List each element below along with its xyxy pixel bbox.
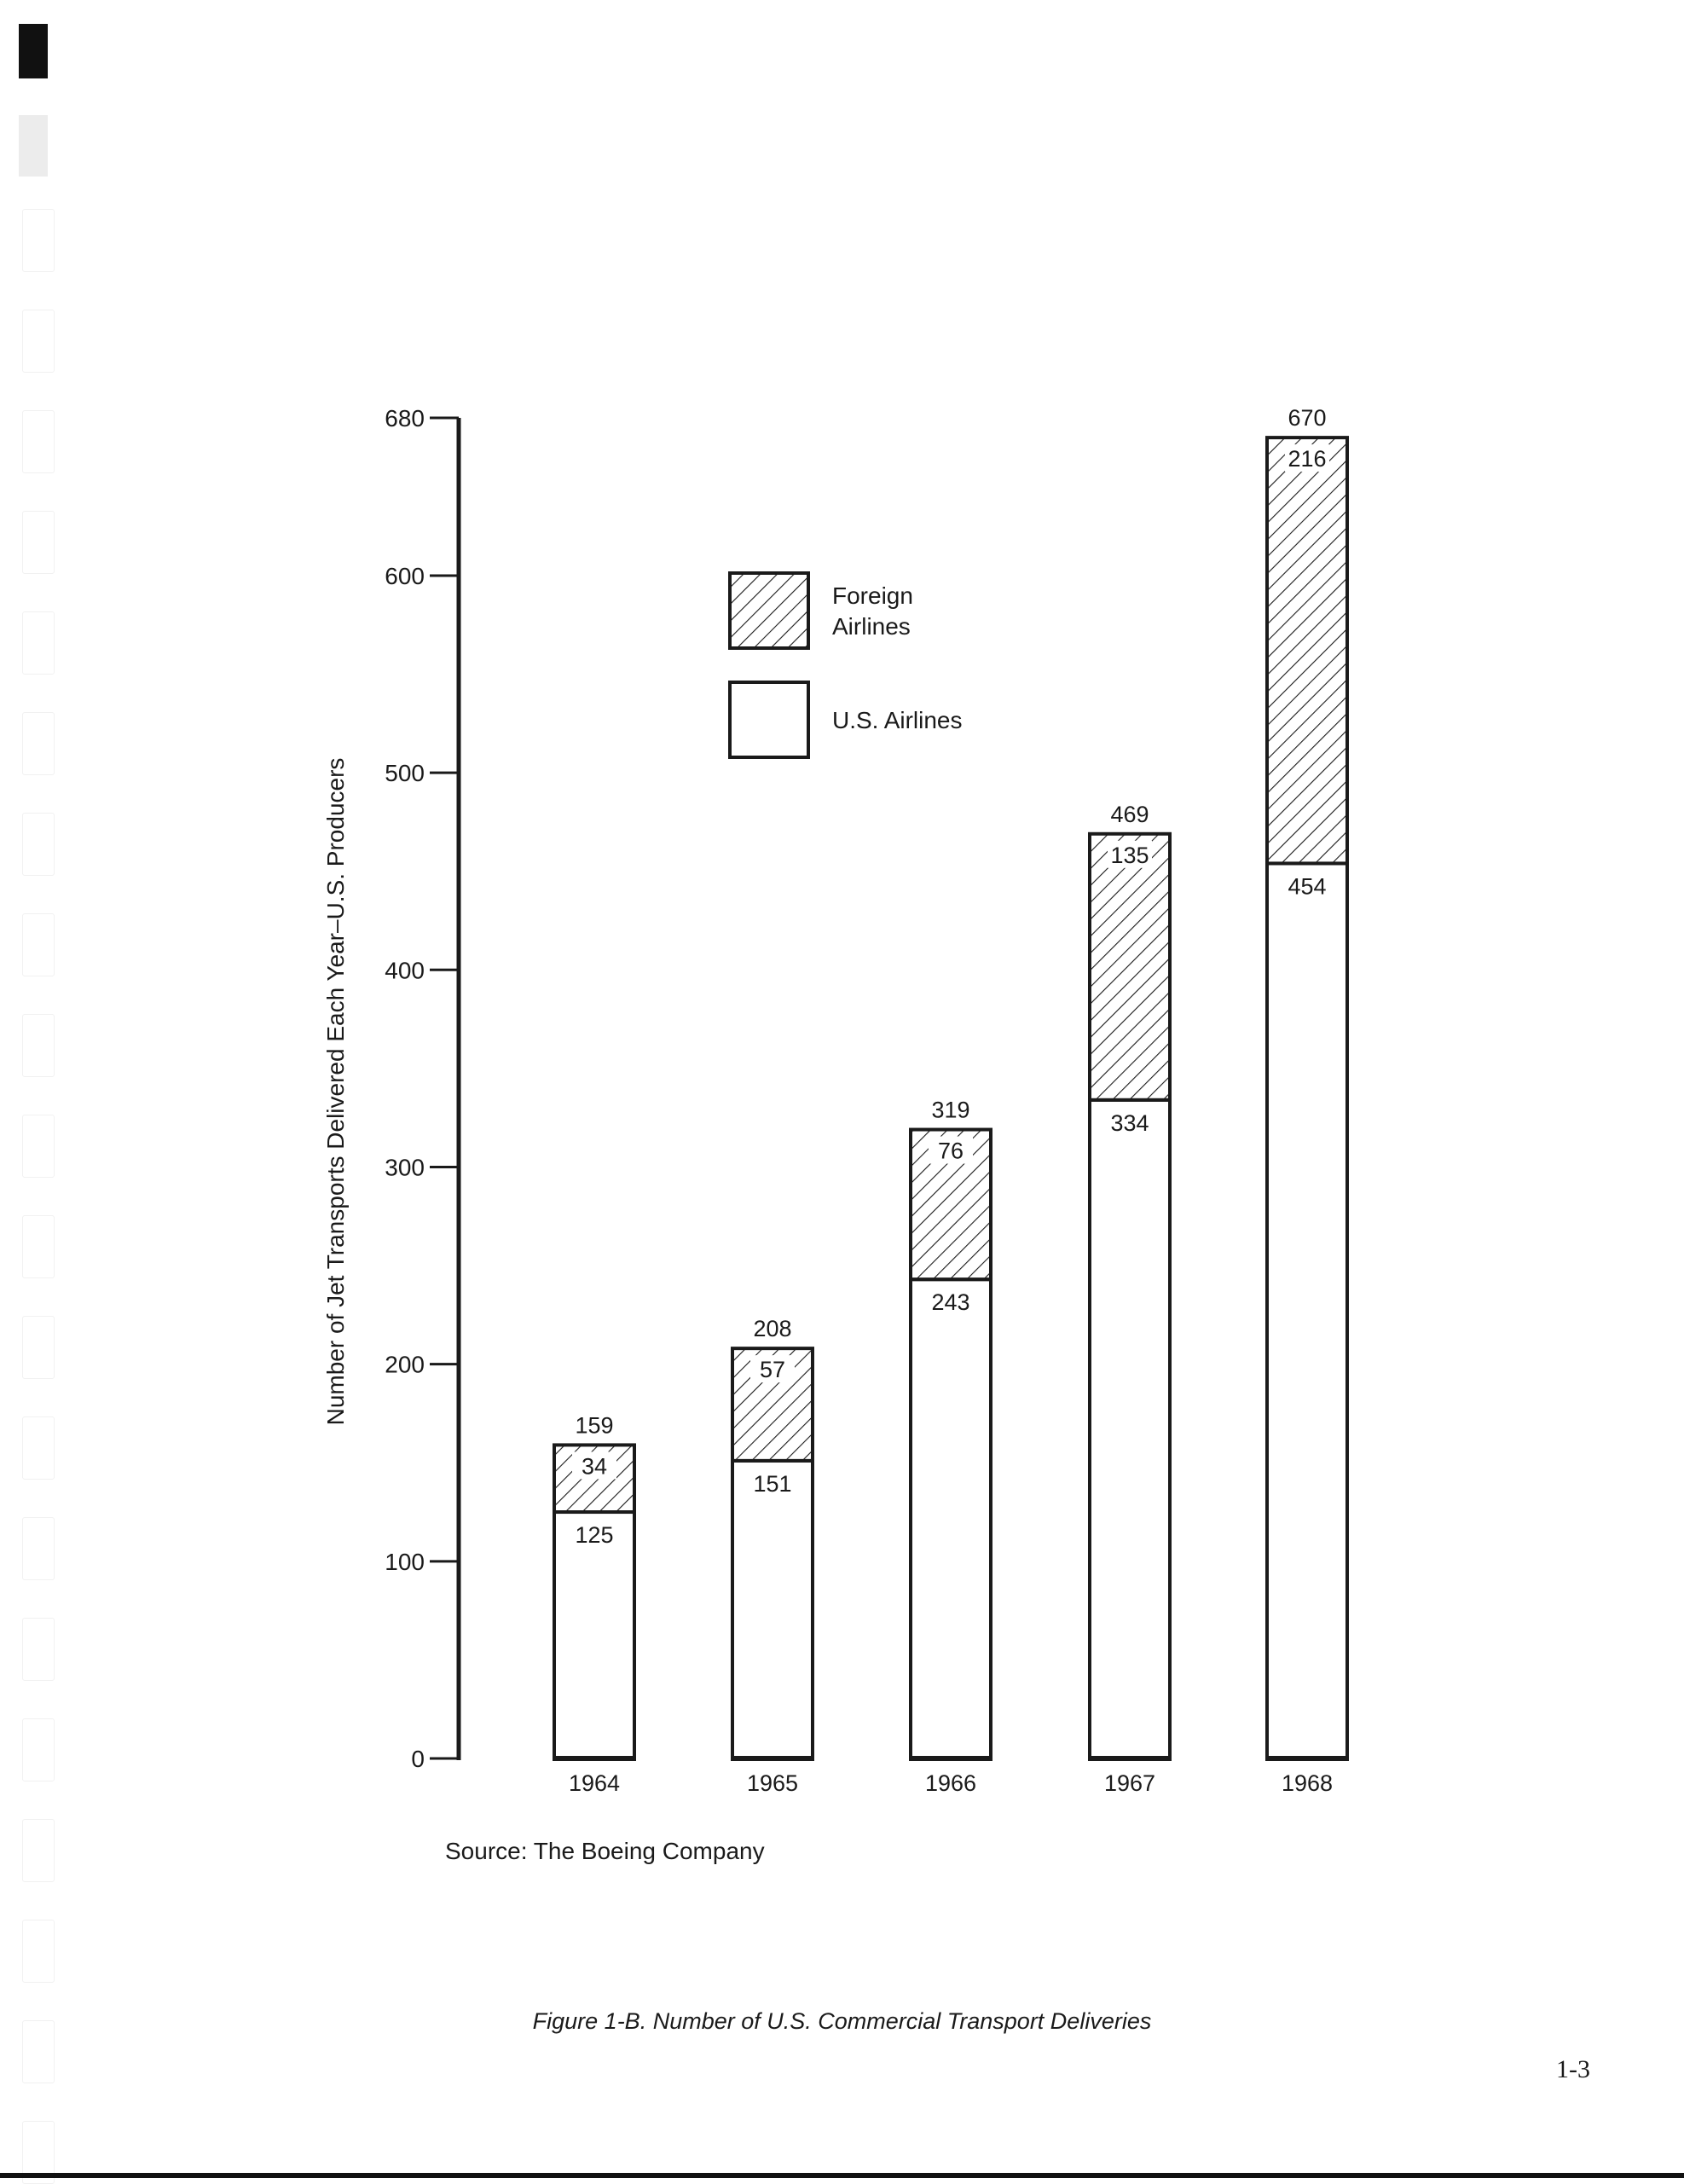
data-label-total: 469 (1110, 801, 1149, 827)
legend-label: U.S. Airlines (832, 707, 963, 733)
data-label-us: 334 (1110, 1109, 1149, 1136)
bar-foreign-airlines (1090, 834, 1170, 1100)
bar-us-airlines (732, 1461, 813, 1758)
y-axis-title: Number of Jet Transports Delivered Each Year–U.S. Producers (322, 757, 349, 1426)
x-tick-label: 1967 (1103, 1770, 1156, 1796)
page-number: 1-3 (1556, 2055, 1590, 2083)
x-tick-label: 1966 (924, 1770, 977, 1796)
legend-swatch (730, 573, 808, 648)
y-tick-label: 500 (385, 760, 425, 787)
data-label-foreign: 135 (1110, 842, 1149, 868)
data-label-foreign: 34 (581, 1453, 608, 1480)
y-tick-label: 400 (385, 957, 425, 984)
data-label-us: 243 (931, 1289, 970, 1316)
x-tick-label: 1965 (746, 1770, 799, 1796)
y-tick-label: 600 (385, 562, 425, 589)
bottom-rule (0, 2173, 1684, 2178)
data-label-foreign: 76 (937, 1138, 964, 1164)
legend-label: Foreign (832, 582, 913, 609)
y-tick-label: 300 (385, 1154, 425, 1181)
data-label-foreign: 216 (1288, 446, 1327, 472)
bar-us-airlines (1090, 1100, 1170, 1758)
data-label-us: 454 (1288, 873, 1327, 900)
y-tick-label: 0 (411, 1746, 425, 1772)
y-tick-label: 680 (385, 405, 425, 432)
data-label-foreign: 57 (759, 1357, 786, 1383)
legend-swatch (730, 682, 808, 757)
data-label-us: 125 (575, 1522, 614, 1549)
data-label-total: 208 (753, 1316, 792, 1342)
y-tick-label: 200 (385, 1351, 425, 1378)
figure-caption: Figure 1-B. Number of U.S. Commercial Transport Deliveries (532, 2008, 1152, 2034)
x-tick-label: 1964 (568, 1770, 621, 1796)
x-tick-label: 1968 (1281, 1770, 1334, 1796)
data-label-us: 151 (753, 1470, 792, 1497)
bar-us-airlines (911, 1279, 991, 1758)
data-label-total: 159 (575, 1412, 614, 1439)
y-tick-label: 100 (385, 1548, 425, 1575)
bar-foreign-airlines (1267, 437, 1347, 863)
bar-us-airlines (554, 1512, 634, 1758)
source-note: Source: The Boeing Company (445, 1838, 765, 1864)
bar-us-airlines (1267, 863, 1347, 1758)
legend-label: Airlines (832, 613, 911, 640)
data-label-total: 319 (931, 1097, 970, 1123)
data-label-total: 670 (1288, 405, 1327, 432)
